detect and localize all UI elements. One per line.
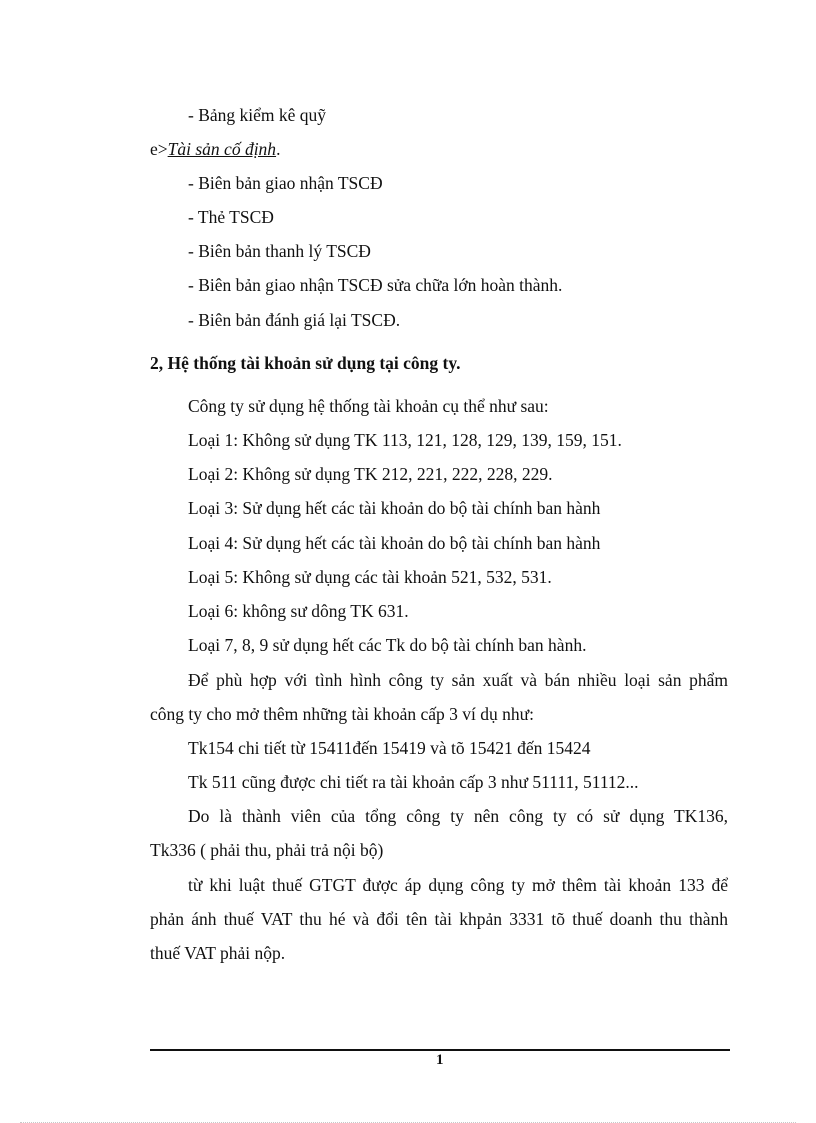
account-type-item: Loại 2: Không sử dụng TK 212, 221, 222, 228, 229. (188, 464, 553, 484)
page-number: 1 (436, 1052, 444, 1068)
fixed-asset-bullet: - Biên bản đánh giá lại TSCĐ. (188, 310, 401, 330)
paragraph-line: Do là thành viên của tổng công ty nên công ty có sử dụng TK136, (188, 806, 728, 826)
paragraph-line: thuế VAT phải nộp. (150, 943, 286, 963)
account-type-item: Loại 6: không sư dông TK 631. (188, 601, 409, 621)
cash-bullet: - Bảng kiểm kê quỹ (188, 105, 327, 125)
tk511-line: Tk 511 cũng được chi tiết ra tài khoản cấp 3 như 51111, 51112... (188, 772, 639, 792)
account-type-item: Loại 5: Không sử dụng các tài khoản 521, 532, 531. (188, 567, 552, 587)
footer-divider (150, 1049, 730, 1051)
fixed-asset-bullet: - Biên bản giao nhận TSCĐ (188, 173, 383, 193)
paragraph-line: công ty cho mở thêm những tài khoản cấp 3 ví dụ như: (150, 704, 534, 724)
subheading-period: . (276, 139, 281, 159)
fixed-asset-bullet: - Thẻ TSCĐ (188, 207, 274, 227)
paragraph-line: Tk336 ( phải thu, phải trả nội bộ) (150, 840, 384, 860)
fixed-asset-bullet: - Biên bản giao nhận TSCĐ sửa chữa lớn hoàn thành. (188, 275, 563, 295)
paragraph-line: phản ánh thuế VAT thu hé và đổi tên tài khpản 3331 tõ thuế doanh thu thành (150, 909, 728, 929)
paragraph-line: Để phù hợp với tình hình công ty sản xuất và bán nhiều loại sản phẩm (188, 670, 728, 690)
paragraph-line: từ khi luật thuế GTGT được áp dụng công ty mở thêm tài khoản 133 để (188, 875, 728, 895)
tk154-line: Tk154 chi tiết từ 15411đến 15419 và tõ 15421 đến 15424 (188, 738, 591, 758)
account-type-item: Loại 3: Sử dụng hết các tài khoản do bộ tài chính ban hành (188, 498, 601, 518)
account-type-item: Loại 7, 8, 9 sử dụng hết các Tk do bộ tài chính ban hành. (188, 635, 587, 655)
fixed-assets-subheading (150, 138, 280, 160)
subheading-marker: e> (150, 139, 168, 159)
subheading-title: Tài sản cố định (167, 139, 277, 159)
fixed-asset-bullet: - Biên bản thanh lý TSCĐ (188, 241, 371, 261)
section-heading: 2, Hệ thống tài khoản sử dụng tại công ty. (150, 353, 461, 373)
account-type-item: Loại 4: Sử dụng hết các tài khoản do bộ tài chính ban hành (188, 533, 601, 553)
section-intro: Công ty sử dụng hệ thống tài khoản cụ thể như sau: (188, 396, 549, 416)
account-type-item: Loại 1: Không sử dụng TK 113, 121, 128, 129, 139, 159, 151. (188, 430, 622, 450)
